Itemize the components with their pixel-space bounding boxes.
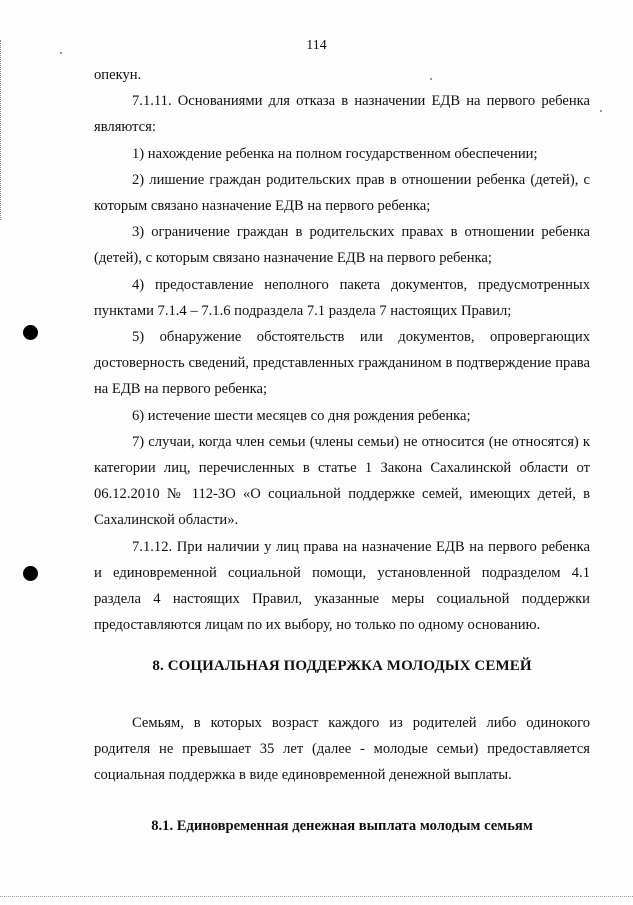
paragraph-item-4: 4) предоставление неполного пакета документов, предусмотренных пунктами 7.1.4 – 7.1.6 подраздела 7.1 раздела 7 настоящих Правил;: [94, 276, 590, 319]
paragraph-7-1-12: 7.1.12. При наличии у лиц права на назначение ЕДВ на первого ребенка и единовременной социальной помощи, установленной подразделом 4.1 раздела 4 настоящих Правил, указанные меры социальной поддержки предоставляются лицам по их выбору, но только по одному основанию.: [94, 538, 590, 634]
body-text: [94, 62, 590, 638]
paragraph-item-2: 2) лишение граждан родительских прав в отношении ребенка (детей), с которым связано назначение ЕДВ на первого ребенка;: [94, 171, 590, 215]
paragraph-item-7: 7) случаи, когда член семьи (члены семьи) не относится (не относятся) к категории лиц, перечисленных в статье 1 Закона Сахалинской области от 06.12.2010 № 112-ЗО «О социальной поддержке семей, имеющих детей, в Сахалинской области».: [94, 433, 590, 529]
paragraph-continuation: опекун.: [94, 67, 142, 83]
paragraph-7-1-11: 7.1.11. Основаниями для отказа в назначении ЕДВ на первого ребенка являются:: [94, 93, 590, 136]
page-number: 114: [306, 38, 327, 53]
paragraph-item-6: 6) истечение шести месяцев со дня рождения ребенка;: [132, 407, 471, 424]
section-8-heading: 8. СОЦИАЛЬНАЯ ПОДДЕРЖКА МОЛОДЫХ СЕМЕЙ: [152, 658, 532, 674]
paragraph-item-5: 5) обнаружение обстоятельств или документов, опровергающих достоверность сведений, представленных гражданином в подтверждение права на ЕДВ на первого ребенка;: [94, 329, 590, 398]
paragraph-item-3: 3) ограничение граждан в родительских правах в отношении ребенка (детей), с которым связано назначение ЕДВ на первого ребенка;: [94, 224, 590, 267]
scan-edge-marks: [0, 40, 5, 220]
punch-hole-mark: [23, 566, 38, 581]
punch-hole-mark: [23, 325, 38, 340]
section-8-body: [94, 710, 590, 789]
scan-bottom-edge: [0, 896, 633, 897]
section-8-1-heading: 8.1. Единовременная денежная выплата молодым семьям: [151, 818, 533, 834]
scan-speck: [600, 110, 602, 112]
paragraph-item-1: 1) нахождение ребенка на полном государственном обеспечении;: [132, 145, 538, 162]
section-8-paragraph: Семьям, в которых возраст каждого из родителей либо одинокого родителя не превышает 35 лет (далее - молодые семьи) предоставляется социальная поддержка в виде единовременной денежной выплаты.: [94, 715, 590, 784]
